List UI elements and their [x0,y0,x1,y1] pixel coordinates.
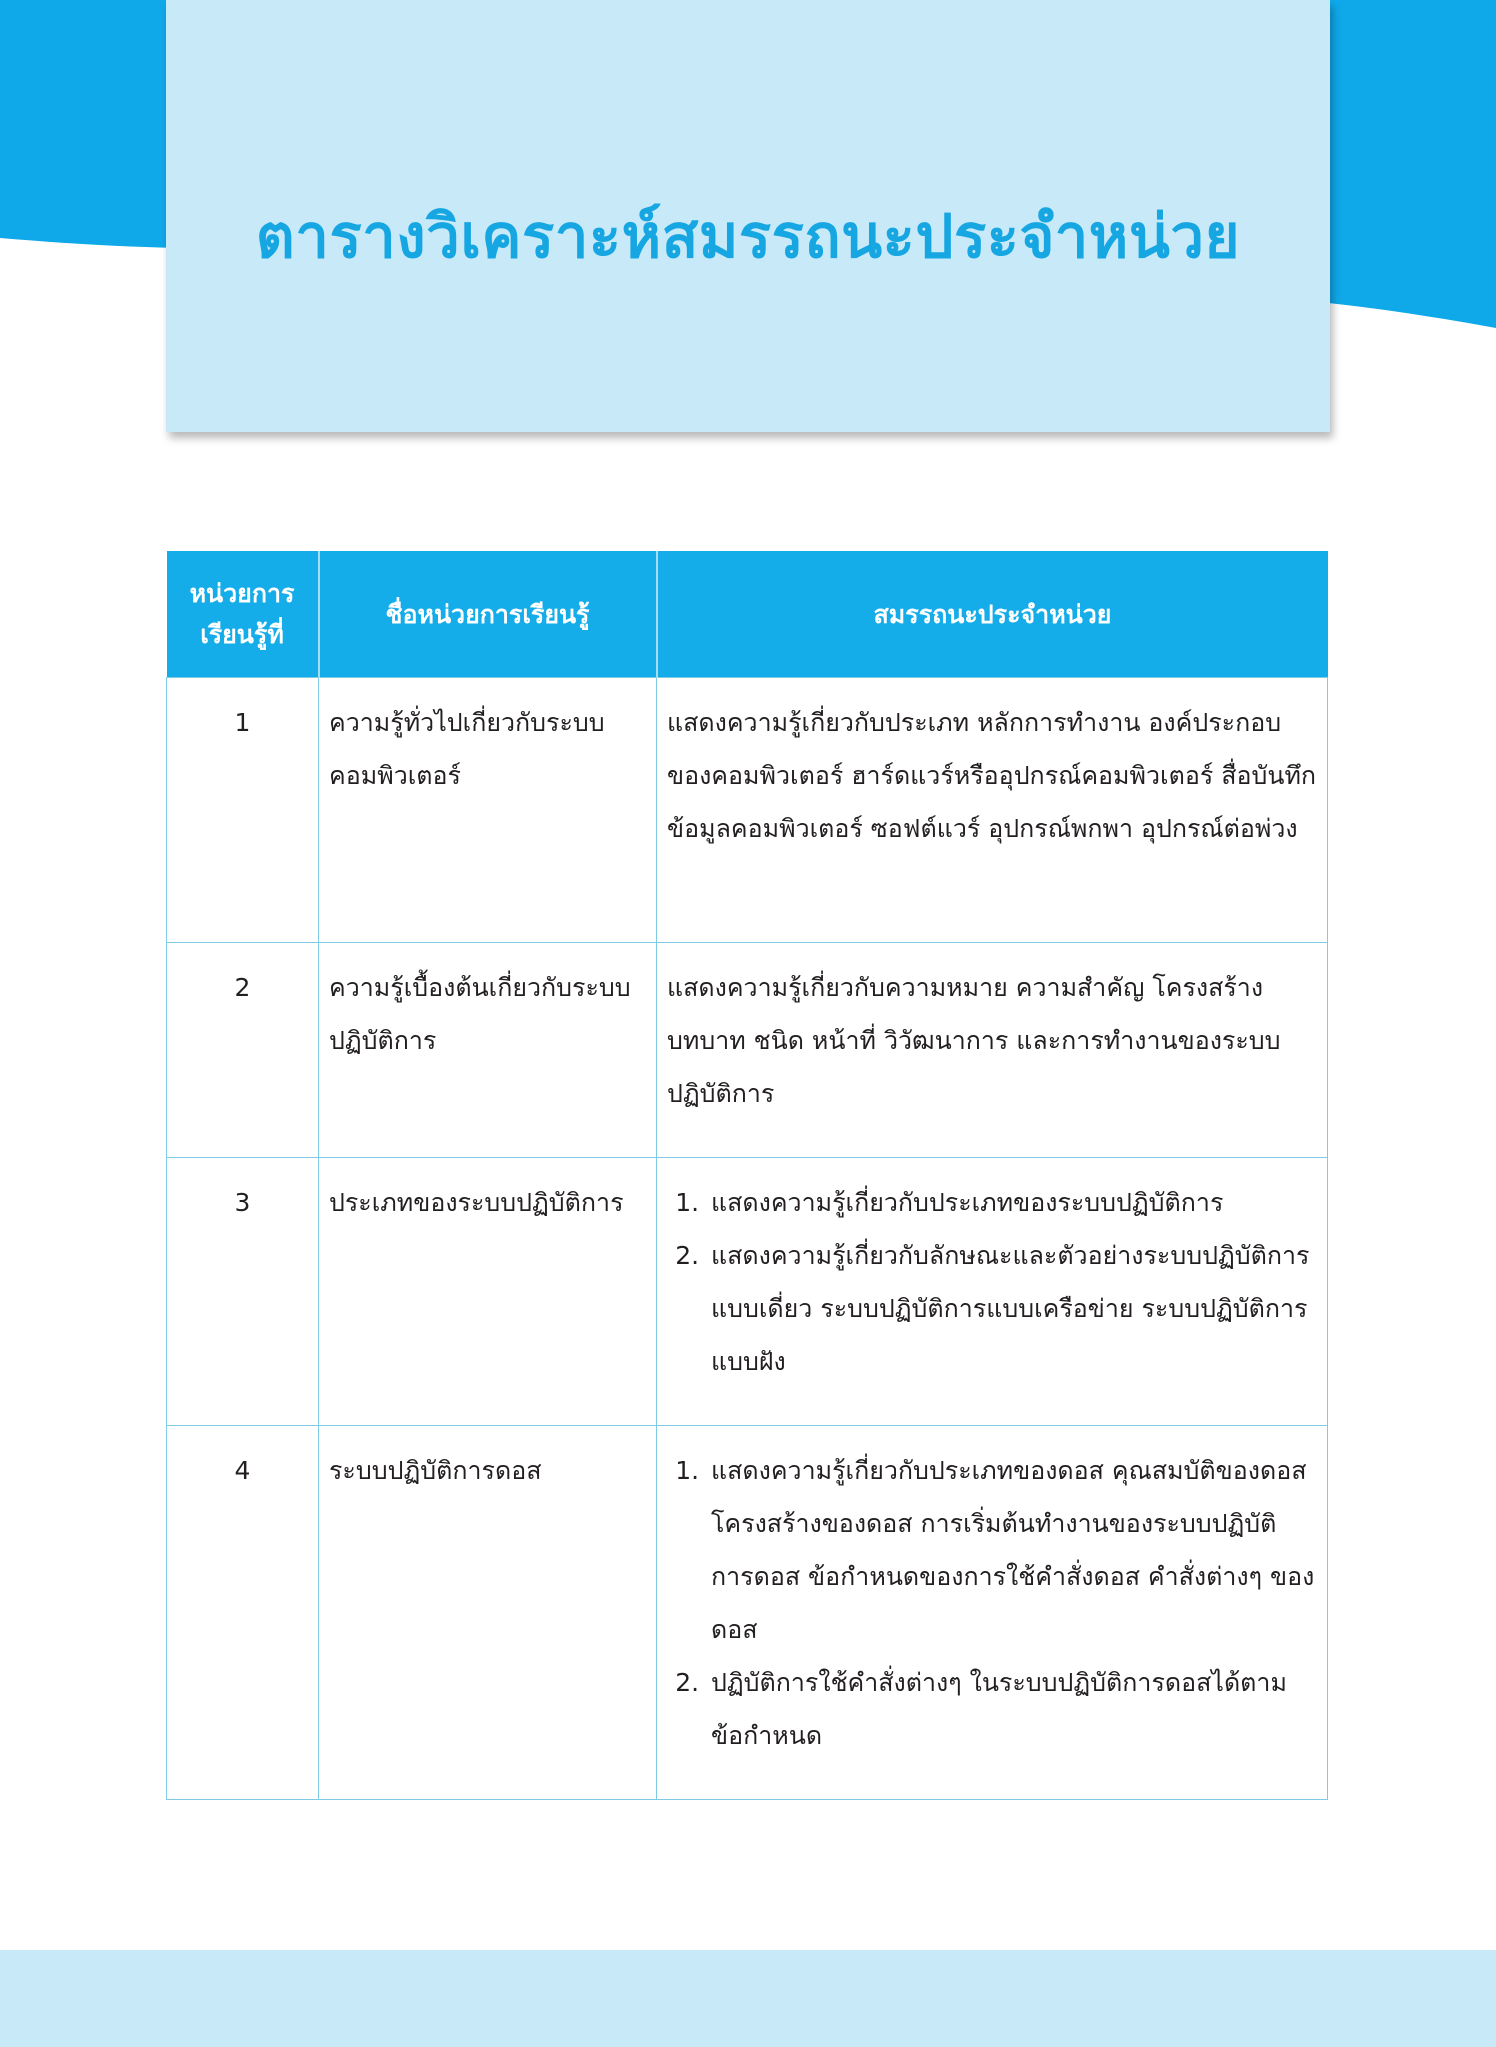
table-header-row [167,551,1328,678]
page-title: ตารางวิเคราะห์สมรรถนะประจำหน่วย [255,201,1241,272]
header-competency: สมรรถนะประจำหน่วย [657,551,1328,678]
unit-name-cell: ประเภทของระบบปฏิบัติการ [319,1158,657,1426]
header-unit-name: ชื่อหน่วยการเรียนรู้ [319,551,657,678]
unit-number-cell: 3 [167,1158,319,1426]
table-row [167,678,1328,943]
header-unit-number-line1: หน่วยการ [189,579,295,608]
unit-number-cell: 1 [167,678,319,943]
footer-band [0,1950,1496,2047]
unit-number-cell: 4 [167,1426,319,1800]
title-card [166,0,1330,432]
competency-table-container [166,551,1327,1800]
table-body [167,678,1328,1800]
competency-list-item: 1. แสดงความรู้เกี่ยวกับประเภทของดอส คุณสมบัติของดอส โครงสร้างของดอส การเริ่มต้นทำงานของระบบปฏิบัติการดอส ข้อกำหนดของการใช้คำสั่งดอส คำสั่งต่างๆ ของดอส [707,1444,1317,1656]
unit-name-cell: ระบบปฏิบัติการดอส [319,1426,657,1800]
competency-list [667,1176,1317,1388]
competency-cell: แสดงความรู้เกี่ยวกับประเภท หลักการทำงาน องค์ประกอบของคอมพิวเตอร์ ฮาร์ดแวร์หรืออุปกรณ์คอมพิวเตอร์ สื่อบันทึกข้อมูลคอมพิวเตอร์ ซอฟต์แวร์ อุปกรณ์พกพา อุปกรณ์ต่อพ่วง [657,678,1328,943]
competency-cell: แสดงความรู้เกี่ยวกับความหมาย ความสำคัญ โครงสร้าง บทบาท ชนิด หน้าที่ วิวัฒนาการ และการทำงานของระบบปฏิบัติการ [657,943,1328,1158]
header-unit-number-line2: เรียนรู้ที่ [200,620,284,649]
table-row [167,1158,1328,1426]
table-row [167,943,1328,1158]
header-unit-number [167,551,319,678]
unit-name-cell: ความรู้ทั่วไปเกี่ยวกับระบบคอมพิวเตอร์ [319,678,657,943]
unit-name-cell: ความรู้เบื้องต้นเกี่ยวกับระบบปฏิบัติการ [319,943,657,1158]
table-header [167,551,1328,678]
competency-list-item: 2. ปฏิบัติการใช้คำสั่งต่างๆ ในระบบปฏิบัติการดอสได้ตามข้อกำหนด [707,1656,1317,1762]
competency-list-item: 1. แสดงความรู้เกี่ยวกับประเภทของระบบปฏิบัติการ [707,1176,1317,1229]
competency-list-item: 2. แสดงความรู้เกี่ยวกับลักษณะและตัวอย่างระบบปฏิบัติการแบบเดี่ยว ระบบปฏิบัติการแบบเครือข่าย ระบบปฏิบัติการแบบฝัง [707,1229,1317,1388]
competency-cell [657,1426,1328,1800]
competency-table [166,551,1328,1800]
unit-number-cell: 2 [167,943,319,1158]
competency-list [667,1444,1317,1762]
competency-cell [657,1158,1328,1426]
table-row [167,1426,1328,1800]
